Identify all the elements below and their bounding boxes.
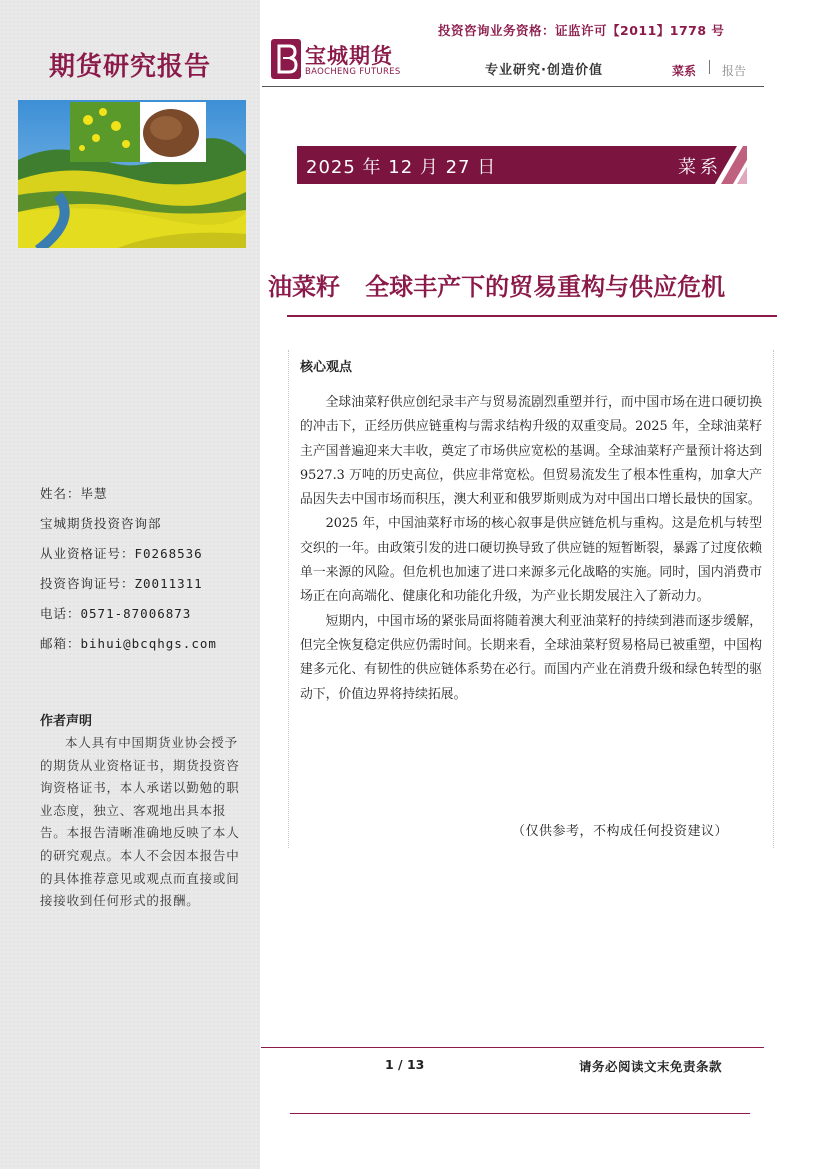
author-phone: 电话：0571-87006873 (40, 606, 192, 621)
logo-text-en: BAOCHENG FUTURES (305, 67, 401, 77)
footer-rule (261, 1047, 764, 1048)
title-rule (287, 315, 777, 317)
company-logo (270, 38, 410, 82)
author-advisory: 投资咨询证号：Z0011311 (40, 576, 203, 591)
category-divider (709, 60, 710, 74)
declaration-title: 作者声明 (40, 714, 93, 729)
core-view-title: 核心观点 (300, 360, 353, 375)
declaration-text: 本人具有中国期货业协会授予的期货从业资格证书，期货投资咨询资格证书，本人承诺以勤勉的职业态度，独立、客观地出具本报告。本报告清晰准确地反映了本人的研究观点。本人不会因本报告中的具体推荐意见或观点而直接或间接接收到任何形式的报酬。 (40, 735, 240, 909)
paragraph: 2025 年，中国油菜籽市场的核心叙事是供应链危机与重构。这是危机与转型交织的一年。由政策引发的进口硬切换导致了供应链的短暂断裂，暴露了过度依赖单一来源的风险。但危机也加速了进口来源多元化战略的实施。同时，国内消费市场正在向高端化、健康化和功能化升级，为产业长期发展注入了新动力。 (300, 516, 762, 605)
cover-image (18, 100, 246, 248)
paragraph: 全球油菜籽供应创纪录丰产与贸易流剧烈重塑并行，而中国市场在进口硬切换的冲击下，正经历供应链重构与需求结构升级的双重变局。2025 年，全球油菜籽主产国普遍迎来大丰收，奠定了市场供应宽松的基调。全球油菜籽产量预计将达到 9527.3 万吨的历史高位，供应非常宽松。但贸易流发生了根本性重构，加拿大产品因失去中国市场而积压，澳大利亚和俄罗斯则成为对中国出口增长最快的国家。 (300, 395, 762, 508)
logo-text-cn: 宝城期货 (305, 44, 393, 68)
report-title: 油菜籽 全球丰产下的贸易重构与供应危机 (268, 273, 726, 301)
report-date: 2025 年 12 月 27 日 (306, 157, 497, 178)
header-rule (262, 86, 764, 87)
banner-category: 菜系 (678, 157, 722, 178)
disclaimer: （仅供参考，不构成任何投资建议） (512, 824, 729, 839)
author-name: 姓名：毕慧 (40, 486, 108, 501)
qualification-text: 投资咨询业务资格：证监许可【2011】1778 号 (438, 23, 725, 38)
author-dept: 宝城期货投资咨询部 (40, 516, 162, 531)
author-license: 从业资格证号：F0268536 (40, 546, 203, 561)
core-view-text (300, 391, 762, 707)
sidebar-title: 期货研究报告 (48, 52, 211, 82)
paragraph: 短期内，中国市场的紧张局面将随着澳大利亚油菜籽的持续到港而逐步缓解，但完全恢复稳定供应仍需时间。长期来看，全球油菜籽贸易格局已被重塑，中国构建多元化、有韧性的供应链体系势在必行。而国内产业在消费升级和绿色转型的驱动下，价值边界将持续拓展。 (300, 613, 762, 702)
report-label: 报告 (722, 64, 747, 78)
author-email: 邮箱：bihui@bcqhgs.com (40, 636, 217, 651)
bottom-rule (290, 1113, 750, 1114)
page-number: 1 / 13 (385, 1057, 425, 1072)
logo-mark-icon (270, 38, 302, 80)
author-info (40, 484, 217, 664)
footer-note: 请务必阅读文末免责条款 (579, 1059, 723, 1074)
category-label: 菜系 (672, 64, 697, 78)
slogan: 专业研究·创造价值 (485, 63, 603, 78)
